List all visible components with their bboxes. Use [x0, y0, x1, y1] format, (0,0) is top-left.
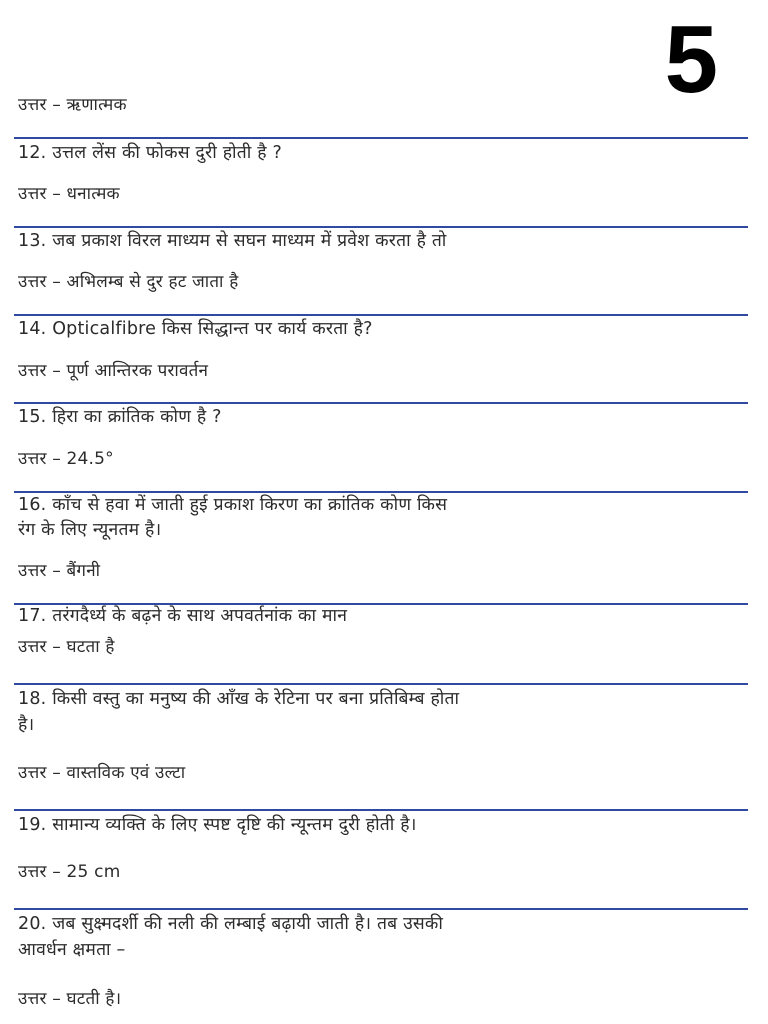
divider-18	[14, 683, 748, 685]
answer-16: उत्तर – बैंगनी	[18, 561, 101, 581]
question-12: 12. उत्तल लेंस की फोकस दुरी होती है ?	[18, 143, 282, 163]
question-15: 15. हिरा का क्रांतिक कोण है ?	[18, 407, 222, 427]
answer-14: उत्तर – पूर्ण आन्तिरक परावर्तन	[18, 361, 209, 381]
divider-20	[14, 908, 748, 910]
question-16-line1: 16. काँच से हवा में जाती हुई प्रकाश किरण का क्रांतिक कोण किस	[18, 495, 448, 515]
question-20-line2: आवर्धन क्षमता –	[18, 940, 126, 960]
question-18-line1: 18. किसी वस्तु का मनुष्य की आँख के रेटिना पर बना प्रतिबिम्ब होता	[18, 689, 460, 709]
question-13: 13. जब प्रकाश विरल माध्यम से सघन माध्यम में प्रवेश करता है तो	[18, 231, 447, 251]
page-number: 5	[664, 6, 718, 113]
answer-11: उत्तर – ऋणात्मक	[18, 95, 127, 115]
answer-18: उत्तर – वास्तविक एवं उल्टा	[18, 763, 186, 783]
question-16-line2: रंग के लिए न्यूनतम है।	[18, 520, 162, 540]
question-20-line1: 20. जब सुक्ष्मदर्शी की नली की लम्बाई बढ़ायी जाती है। तब उसकी	[18, 914, 444, 934]
answer-19: उत्तर – 25 cm	[18, 862, 121, 882]
divider-13	[14, 226, 748, 228]
answer-12: उत्तर – धनात्मक	[18, 184, 120, 204]
question-19: 19. सामान्य व्यक्ति के लिए स्पष्ट दृष्टि की न्यून्तम दुरी होती है।	[18, 815, 417, 835]
divider-12	[14, 137, 748, 139]
answer-15: उत्तर – 24.5°	[18, 449, 114, 469]
divider-15	[14, 402, 748, 404]
question-18-line2: है।	[18, 715, 35, 735]
divider-14	[14, 314, 748, 316]
question-14: 14. Opticalfibre किस सिद्धान्त पर कार्य करता है?	[18, 319, 373, 339]
answer-20: उत्तर – घटती है।	[18, 989, 122, 1009]
question-17: 17. तरंगदैर्ध्य के बढ़ने के साथ अपवर्तनांक का मान	[18, 606, 348, 626]
answer-17: उत्तर – घटता है	[18, 637, 115, 657]
divider-19	[14, 809, 748, 811]
answer-13: उत्तर – अभिलम्ब से दुर हट जाता है	[18, 272, 239, 292]
